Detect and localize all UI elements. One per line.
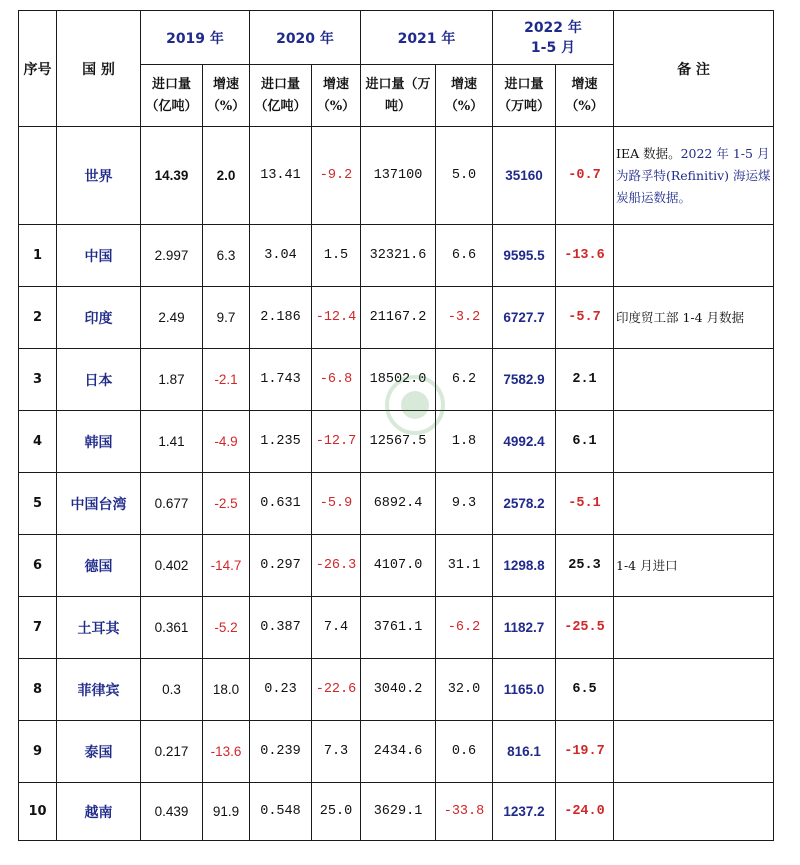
growth-2021: -33.8 (436, 783, 493, 841)
growth-2021: 5.0 (436, 127, 493, 225)
import-2020: 0.239 (250, 721, 312, 783)
import-2021: 3761.1 (361, 597, 436, 659)
import-2022: 6727.7 (493, 287, 556, 349)
sub-2022-volume: 进口量（万吨） (493, 65, 556, 127)
table-wrapper (18, 10, 774, 841)
growth-2022: -5.1 (556, 473, 614, 535)
table-row (19, 659, 774, 721)
import-2019: 1.41 (141, 411, 203, 473)
row-country: 中国 (57, 225, 141, 287)
row-note (614, 127, 774, 225)
import-2022: 1182.7 (493, 597, 556, 659)
growth-2021: 31.1 (436, 535, 493, 597)
growth-2022: -19.7 (556, 721, 614, 783)
import-2022: 7582.9 (493, 349, 556, 411)
growth-2019: 6.3 (203, 225, 250, 287)
import-2021: 2434.6 (361, 721, 436, 783)
growth-2021: 6.2 (436, 349, 493, 411)
import-2022: 35160 (493, 127, 556, 225)
import-2019: 0.677 (141, 473, 203, 535)
growth-2021: -6.2 (436, 597, 493, 659)
import-2019: 0.402 (141, 535, 203, 597)
sub-2019-growth: 增速（%） (203, 65, 250, 127)
growth-2019: -5.2 (203, 597, 250, 659)
header-seq: 序号 (19, 11, 57, 127)
growth-2020: -5.9 (312, 473, 361, 535)
import-2019: 2.997 (141, 225, 203, 287)
growth-2021: 32.0 (436, 659, 493, 721)
header-2019: 2019 年 (141, 11, 250, 65)
growth-2020: -22.6 (312, 659, 361, 721)
row-seq: 8 (19, 659, 57, 721)
growth-2022: 25.3 (556, 535, 614, 597)
header-note: 备 注 (614, 11, 774, 127)
row-note (614, 473, 774, 535)
import-2022: 4992.4 (493, 411, 556, 473)
sub-2019-volume: 进口量（亿吨） (141, 65, 203, 127)
growth-2019: -2.1 (203, 349, 250, 411)
row-country: 韩国 (57, 411, 141, 473)
row-seq (19, 127, 57, 225)
import-2022: 2578.2 (493, 473, 556, 535)
table-row (19, 411, 774, 473)
table-row (19, 597, 774, 659)
row-note (614, 535, 774, 597)
import-2020: 3.04 (250, 225, 312, 287)
import-2019: 0.361 (141, 597, 203, 659)
growth-2020: 7.4 (312, 597, 361, 659)
growth-2019: -13.6 (203, 721, 250, 783)
import-2021: 4107.0 (361, 535, 436, 597)
growth-2020: 1.5 (312, 225, 361, 287)
header-2020: 2020 年 (250, 11, 361, 65)
table-body (19, 127, 774, 841)
table-row (19, 127, 774, 225)
import-2020: 13.41 (250, 127, 312, 225)
import-2021: 18502.0 (361, 349, 436, 411)
growth-2022: -0.7 (556, 127, 614, 225)
note-text-extra: 2022 年 1-5 月为路孚特(Refinitiv) 海运煤炭船运数据。 (616, 145, 771, 205)
note-text: 1-4 月进口 (616, 557, 678, 573)
sub-2022-growth: 增速（%） (556, 65, 614, 127)
sub-2020-volume: 进口量（亿吨） (250, 65, 312, 127)
note-text: IEA 数据。 (616, 145, 681, 161)
growth-2020: 25.0 (312, 783, 361, 841)
growth-2019: -2.5 (203, 473, 250, 535)
header-row-years (19, 11, 774, 65)
sub-2020-growth: 增速（%） (312, 65, 361, 127)
import-2022: 1165.0 (493, 659, 556, 721)
row-seq: 1 (19, 225, 57, 287)
import-2021: 3040.2 (361, 659, 436, 721)
row-country: 德国 (57, 535, 141, 597)
row-country: 世界 (57, 127, 141, 225)
growth-2021: 9.3 (436, 473, 493, 535)
row-seq: 3 (19, 349, 57, 411)
growth-2019: -14.7 (203, 535, 250, 597)
row-seq: 4 (19, 411, 57, 473)
table-row (19, 783, 774, 841)
import-2019: 1.87 (141, 349, 203, 411)
header-country: 国 别 (57, 11, 141, 127)
import-2020: 1.743 (250, 349, 312, 411)
row-note (614, 597, 774, 659)
sub-2021-growth: 增速（%） (436, 65, 493, 127)
import-2021: 21167.2 (361, 287, 436, 349)
growth-2022: -5.7 (556, 287, 614, 349)
import-2021: 12567.5 (361, 411, 436, 473)
growth-2020: -9.2 (312, 127, 361, 225)
import-2022: 1237.2 (493, 783, 556, 841)
growth-2019: 9.7 (203, 287, 250, 349)
table-row (19, 287, 774, 349)
header-2022-line1: 2022 年 (524, 19, 582, 36)
row-note (614, 411, 774, 473)
import-2021: 3629.1 (361, 783, 436, 841)
import-2019: 0.3 (141, 659, 203, 721)
row-country: 土耳其 (57, 597, 141, 659)
table-row (19, 535, 774, 597)
import-2019: 2.49 (141, 287, 203, 349)
header-2022 (493, 11, 614, 65)
import-2020: 1.235 (250, 411, 312, 473)
row-seq: 2 (19, 287, 57, 349)
table-row (19, 721, 774, 783)
growth-2019: -4.9 (203, 411, 250, 473)
row-country: 印度 (57, 287, 141, 349)
row-note (614, 349, 774, 411)
growth-2021: 0.6 (436, 721, 493, 783)
sub-2021-volume: 进口量（万吨） (361, 65, 436, 127)
row-country: 中国台湾 (57, 473, 141, 535)
growth-2021: -3.2 (436, 287, 493, 349)
row-note (614, 659, 774, 721)
growth-2022: 6.5 (556, 659, 614, 721)
growth-2020: -6.8 (312, 349, 361, 411)
growth-2020: -12.4 (312, 287, 361, 349)
import-2020: 2.186 (250, 287, 312, 349)
growth-2022: -24.0 (556, 783, 614, 841)
row-note (614, 721, 774, 783)
growth-2019: 18.0 (203, 659, 250, 721)
row-seq: 10 (19, 783, 57, 841)
import-2020: 0.548 (250, 783, 312, 841)
row-seq: 6 (19, 535, 57, 597)
growth-2020: 7.3 (312, 721, 361, 783)
import-2019: 0.217 (141, 721, 203, 783)
growth-2019: 91.9 (203, 783, 250, 841)
growth-2022: -25.5 (556, 597, 614, 659)
row-country: 日本 (57, 349, 141, 411)
header-2021: 2021 年 (361, 11, 493, 65)
row-seq: 7 (19, 597, 57, 659)
table-row (19, 225, 774, 287)
growth-2021: 6.6 (436, 225, 493, 287)
row-seq: 5 (19, 473, 57, 535)
note-text: 印度贸工部 1-4 月数据 (616, 309, 745, 325)
row-note (614, 783, 774, 841)
import-2021: 6892.4 (361, 473, 436, 535)
growth-2020: -12.7 (312, 411, 361, 473)
growth-2019: 2.0 (203, 127, 250, 225)
growth-2022: 6.1 (556, 411, 614, 473)
growth-2022: -13.6 (556, 225, 614, 287)
row-country: 菲律宾 (57, 659, 141, 721)
import-2022: 816.1 (493, 721, 556, 783)
row-seq: 9 (19, 721, 57, 783)
row-note (614, 287, 774, 349)
import-2021: 32321.6 (361, 225, 436, 287)
growth-2022: 2.1 (556, 349, 614, 411)
import-2020: 0.23 (250, 659, 312, 721)
import-2020: 0.297 (250, 535, 312, 597)
table-row (19, 349, 774, 411)
import-2020: 0.631 (250, 473, 312, 535)
row-note (614, 225, 774, 287)
header-2022-line2: 1-5 月 (530, 39, 576, 56)
import-2022: 1298.8 (493, 535, 556, 597)
growth-2021: 1.8 (436, 411, 493, 473)
table-row (19, 473, 774, 535)
coal-import-table (18, 10, 774, 841)
import-2019: 14.39 (141, 127, 203, 225)
growth-2020: -26.3 (312, 535, 361, 597)
import-2021: 137100 (361, 127, 436, 225)
import-2020: 0.387 (250, 597, 312, 659)
row-country: 越南 (57, 783, 141, 841)
import-2019: 0.439 (141, 783, 203, 841)
import-2022: 9595.5 (493, 225, 556, 287)
row-country: 泰国 (57, 721, 141, 783)
